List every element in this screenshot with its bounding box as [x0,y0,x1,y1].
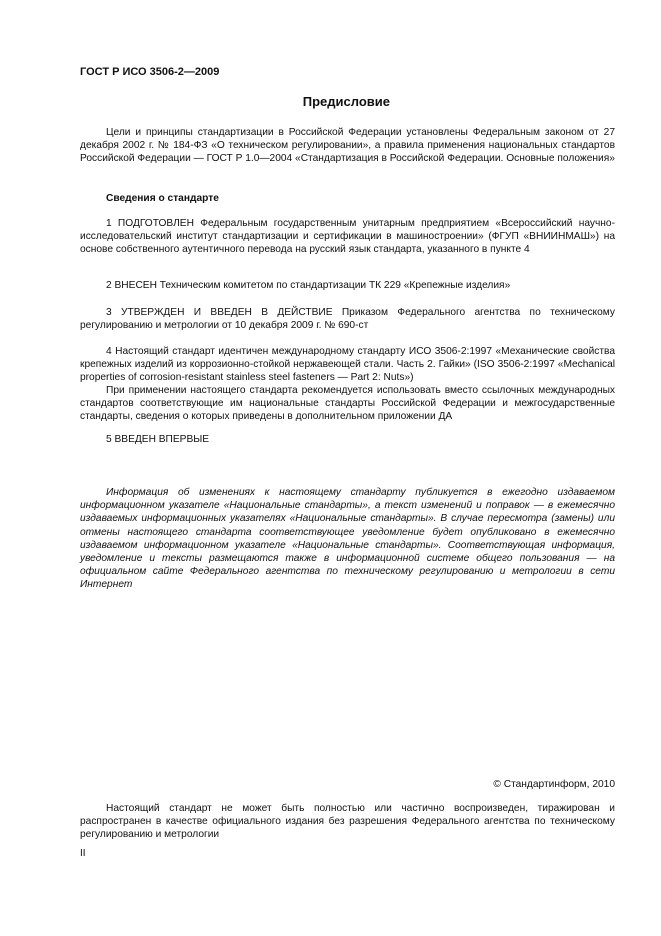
page-number: II [80,848,86,859]
item-5: 5 ВВЕДЕН ВПЕРВЫЕ [106,434,210,445]
item-4: 4 Настоящий стандарт идентичен международному стандарту ИСО 3506-2:1997 «Механические свойства крепежных изделий из коррозионно-стойкой нержавеющей стали. Часть 2. Гайки» (ISO 3506-2:1997 «Mechanical properties of corrosion-resistant stainless steel fasteners — Part 2: Nuts») [80,346,615,384]
intro-paragraph: Цели и принципы стандартизации в Российской Федерации установлены Федеральным законом от 27 декабря 2002 г. № 184-ФЗ «О техническом регулировании», а правила применения национальных стандартов Российской Федерации — ГОСТ Р 1.0—2004 «Стандартизация в Российской Федерации. Основные положения» [80,127,615,165]
notice-paragraph: Информация об изменениях к настоящему стандарту публикуется в ежегодно издаваемом информационном указателе «Национальные стандарты», а текст изменений и поправок — в ежемесячно издаваемых информационных указателях «Национальные стандарты». В случае пересмотра (замены) или отмены настоящего стандарта соответствующее уведомление будет опубликовано в ежемесячно издаваемом информационном указателе «Национальные стандарты». Соответствующая информация, уведомление и тексты размещаются также в информационной системе общего пользования — на официальном сайте Федерального агентства по техническому регулированию и метрологии в сети Интернет [80,487,615,591]
item-4-note: При применении настоящего стандарта рекомендуется использовать вместо ссылочных международных стандартов соответствующие им национальные стандарты Российской Федерации и межгосударственные стандарты, сведения о которых приведены в дополнительном приложении ДА [80,385,615,423]
copyright: © Стандартинформ, 2010 [493,779,615,790]
rights-paragraph: Настоящий стандарт не может быть полностью или частично воспроизведен, тиражирован и распространен в качестве официального издания без разрешения Федерального агентства по техническому регулированию и метрологии [80,803,615,841]
page-title-wrap [80,94,615,109]
item-3: 3 УТВЕРЖДЕН И ВВЕДЕН В ДЕЙСТВИЕ Приказом Федерального агентства по техническому регулированию и метрологии от 10 декабря 2009 г. № 690-ст [80,307,615,332]
item-2: 2 ВНЕСЕН Техническим комитетом по стандартизации ТК 229 «Крепежные изделия» [106,280,511,291]
item-1: 1 ПОДГОТОВЛЕН Федеральным государственным унитарным предприятием «Всероссийский научно-исследовательский институт стандартизации и сертификации в машиностроении» (ФГУП «ВНИИНМАШ») на основе собственного аутентичного перевода на русский язык стандарта, указанного в пункте 4 [80,218,615,256]
standard-code: ГОСТ Р ИСО 3506-2—2009 [80,66,220,78]
info-heading: Сведения о стандарте [106,193,219,204]
page-title: Предисловие [302,94,390,109]
